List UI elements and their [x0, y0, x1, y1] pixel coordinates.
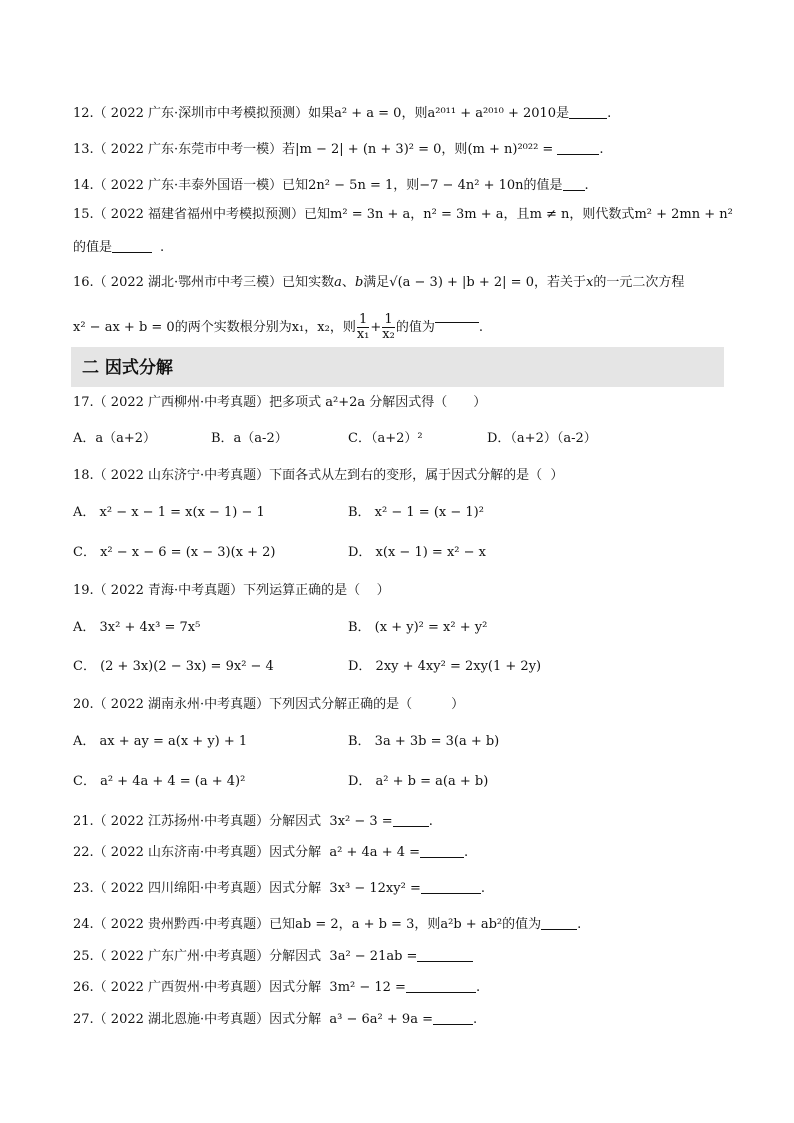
- q17-option-a[interactable]: A．a（a+2）: [73, 431, 157, 446]
- q13-mid: ，则: [441, 142, 468, 157]
- answer-blank[interactable]: [557, 140, 599, 155]
- q26-stem: 26.（ 2022 广西贺州·中考真题）因式分解 3m² − 12 =: [73, 980, 406, 995]
- question-16: [73, 274, 684, 292]
- period: .: [464, 845, 469, 860]
- q27-stem: 27.（ 2022 湖北恩施·中考真题）因式分解 a³ − 6a² + 9a =: [73, 1012, 433, 1027]
- separator: ，且: [503, 207, 530, 222]
- q16-math-2: x² − ax + b = 0: [73, 320, 175, 335]
- numerator: 1: [357, 313, 370, 328]
- question-26: [73, 978, 480, 997]
- root-x1: x₁: [291, 320, 305, 335]
- q25-stem: 25.（ 2022 广东广州·中考真题）分解因式 3a² − 21ab =: [73, 949, 418, 964]
- q13-stem: 13.（ 2022 广东·东莞市中考一模）若: [73, 142, 296, 157]
- answer-blank[interactable]: [393, 812, 429, 827]
- q12-post: 是: [556, 106, 570, 121]
- q12-stem: 12.（ 2022 广东·深圳市中考模拟预测）如果: [73, 106, 335, 121]
- q14-stem: 14.（ 2022 广东·丰泰外国语一模）已知: [73, 178, 309, 193]
- q17-stem: 17.（ 2022 广西柳州·中考真题）把多项式 a²+2a 分解因式得（ ）: [73, 395, 487, 410]
- q15-math-4: m² + 2mn + n²: [634, 207, 733, 222]
- q19-stem: 19.（ 2022 青海·中考真题）下列运算正确的是（ ）: [73, 583, 390, 598]
- period: .: [478, 320, 483, 335]
- denominator: x₁: [356, 327, 370, 342]
- period: .: [599, 142, 604, 157]
- q18-option-d[interactable]: D． x(x − 1) = x² − x: [348, 545, 486, 560]
- var-b: b: [354, 275, 364, 290]
- question-20: [73, 696, 464, 714]
- period: .: [428, 814, 433, 829]
- answer-blank[interactable]: [563, 176, 585, 191]
- period: .: [480, 881, 485, 896]
- var-a: a: [334, 275, 342, 290]
- q17-option-c[interactable]: C．（a+2）²: [348, 431, 423, 446]
- q20-option-c[interactable]: C． a² + 4a + 4 = (a + 4)²: [73, 774, 246, 789]
- q14-mid: ，则: [393, 178, 420, 193]
- root-x2: x₂: [317, 320, 330, 335]
- denominator: x₂: [382, 327, 395, 342]
- question-25: [73, 947, 473, 966]
- separator: ，: [304, 320, 318, 335]
- q24-mid: ，则: [414, 917, 441, 932]
- question-17: [73, 394, 486, 412]
- q20-option-a[interactable]: A． ax + ay = a(x + y) + 1: [73, 734, 248, 749]
- answer-blank[interactable]: [406, 978, 476, 993]
- question-16-line-2: [73, 308, 483, 342]
- q15-math-1: m² = 3n + a: [330, 207, 411, 222]
- q15-line-2-text: 的值是: [73, 240, 113, 255]
- q12-mid: ，则: [401, 106, 428, 121]
- fraction-1-over-x1: [357, 313, 370, 342]
- q24-math-3: a²b + ab²: [440, 917, 503, 932]
- separator: ，: [338, 917, 352, 932]
- q19-option-c[interactable]: C． (2 + 3x)(2 − 3x) = 9x² − 4: [73, 659, 274, 674]
- plus-sign: +: [370, 320, 382, 335]
- answer-blank[interactable]: [569, 104, 607, 119]
- q20-option-d[interactable]: D． a² + b = a(a + b): [348, 774, 489, 789]
- q12-math-2: a²⁰¹¹ + a²⁰¹⁰ + 2010: [427, 106, 557, 121]
- q16-mid: 满足: [363, 275, 390, 290]
- question-15-line-2: [73, 238, 164, 257]
- q18-stem: 18.（ 2022 山东济宁·中考真题）下面各式从左到右的变形，属于因式分解的是（ ）: [73, 468, 564, 483]
- q14-math-2: −7 − 4n² + 10n: [419, 178, 524, 193]
- q24-stem: 24.（ 2022 贵州黔西·中考真题）已知: [73, 917, 296, 932]
- question-22: [73, 843, 468, 862]
- q15-math-3: m ≠ n: [529, 207, 570, 222]
- q19-option-d[interactable]: D． 2xy + 4xy² = 2xy(1 + 2y): [348, 659, 542, 674]
- answer-blank[interactable]: [433, 1010, 473, 1025]
- q16-mid-2: ，若关于: [533, 275, 586, 290]
- q12-math-1: a² + a = 0: [334, 106, 402, 121]
- q14-post: 的值是: [523, 178, 563, 193]
- question-19: [73, 582, 390, 600]
- q20-stem: 20.（ 2022 湖南永州·中考真题）下列因式分解正确的是（ ）: [73, 697, 465, 712]
- q16-line-2-text: 的两个实数根分别为: [174, 320, 292, 335]
- q15-stem: 15.（ 2022 福建省福州中考模拟预测）已知: [73, 207, 331, 222]
- q16-math-1: √(a − 3) + |b + 2| = 0: [389, 275, 534, 290]
- answer-blank[interactable]: [420, 843, 464, 858]
- period: .: [577, 917, 582, 932]
- question-23: [73, 879, 485, 898]
- q24-post: 的值为: [502, 917, 542, 932]
- question-27: [73, 1010, 477, 1029]
- q23-stem: 23.（ 2022 四川绵阳·中考真题）因式分解 3x³ − 12xy² =: [73, 881, 421, 896]
- q21-stem: 21.（ 2022 江苏扬州·中考真题）分解因式 3x² − 3 =: [73, 814, 393, 829]
- q22-stem: 22.（ 2022 山东济南·中考真题）因式分解 a² + 4a + 4 =: [73, 845, 421, 860]
- q16-line-2-then: ，则: [329, 320, 356, 335]
- q17-option-d[interactable]: D．（a+2）（a-2）: [487, 431, 597, 446]
- period: .: [584, 178, 589, 193]
- question-24: [73, 915, 581, 934]
- q24-math-2: a + b = 3: [351, 917, 415, 932]
- q17-option-b[interactable]: B．a（a-2）: [211, 431, 288, 446]
- answer-blank[interactable]: [417, 947, 473, 962]
- question-14: [73, 176, 589, 195]
- answer-blank[interactable]: [421, 879, 481, 894]
- period: .: [607, 106, 612, 121]
- q19-option-b[interactable]: B． (x + y)² = x² + y²: [348, 620, 488, 635]
- answer-blank[interactable]: [435, 308, 479, 323]
- q24-math-1: ab = 2: [295, 917, 339, 932]
- section-title: 二 因式分解: [82, 358, 173, 378]
- answer-blank[interactable]: [541, 915, 577, 930]
- fraction-1-over-x2: [382, 313, 395, 342]
- period: .: [472, 1012, 478, 1027]
- period: .: [160, 240, 165, 255]
- question-18: [73, 467, 563, 485]
- question-13: [73, 140, 603, 159]
- question-12: [73, 104, 611, 123]
- q16-stem: 16.（ 2022 湖北·鄂州市中考三模）已知实数: [73, 275, 335, 290]
- question-21: [73, 812, 433, 831]
- question-15: [73, 206, 733, 224]
- separator: ，: [410, 207, 424, 222]
- q20-option-b[interactable]: B． 3a + 3b = 3(a + b): [348, 734, 500, 749]
- answer-blank[interactable]: [112, 238, 152, 253]
- var-x: x: [586, 275, 594, 290]
- q16-line-2-value: 的值为: [395, 320, 435, 335]
- q18-option-c[interactable]: C． x² − x − 6 = (x − 3)(x + 2): [73, 545, 276, 560]
- q18-option-b[interactable]: B． x² − 1 = (x − 1)²: [348, 505, 484, 520]
- q15-mid: ，则代数式: [569, 207, 635, 222]
- q14-math-1: 2n² − 5n = 1: [308, 178, 394, 193]
- numerator: 1: [382, 313, 395, 328]
- q19-option-a[interactable]: A． 3x² + 4x³ = 7x⁵: [73, 620, 201, 635]
- q15-math-2: n² = 3m + a: [423, 207, 504, 222]
- q13-math-2: (m + n)²⁰²² =: [467, 142, 554, 157]
- q18-option-a[interactable]: A． x² − x − 1 = x(x − 1) − 1: [73, 505, 265, 520]
- q13-math-1: |m − 2| + (n + 3)² = 0: [295, 142, 442, 157]
- period: .: [475, 980, 481, 995]
- q16-post: 的一元二次方程: [593, 275, 685, 290]
- separator: 、: [341, 275, 355, 290]
